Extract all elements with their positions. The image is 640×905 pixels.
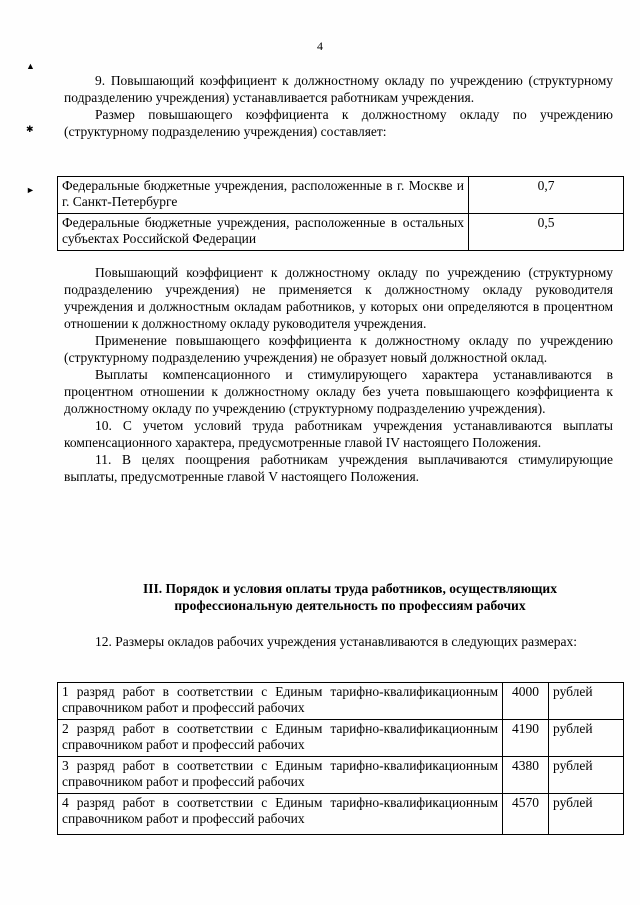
grade-amount: 4000: [503, 683, 549, 720]
body-paragraphs: [64, 264, 613, 485]
margin-mark: ✱: [26, 124, 34, 134]
paragraph: Выплаты компенсационного и стимулирующего характера устанавливаются в процентном отношении к должностному окладу без учета повышающего коэффициента к должностному окладу по учреждению (структурному подразделению учреждения).: [64, 367, 613, 416]
paragraph-9: [64, 72, 613, 140]
table-row: [58, 214, 624, 251]
grade-label: 1 разряд работ в соответствии с Единым тарифно-квалификационным справочником работ и профессий рабочих: [58, 683, 503, 720]
table-row: [58, 177, 624, 214]
salary-grade-table: [57, 682, 624, 835]
section-title: III. Порядок и условия оплаты труда работников, осуществляющих профессиональную деятельность по профессиям рабочих: [143, 581, 557, 613]
paragraph-11: 11. В целях поощрения работникам учреждения выплачиваются стимулирующие выплаты, предусмотренные главой V настоящего Положения.: [64, 452, 613, 484]
grade-unit: рублей: [549, 683, 624, 720]
paragraph: Применение повышающего коэффициента к должностному окладу по учреждению (структурному подразделению учреждения) не образует новый должностной оклад.: [64, 333, 613, 365]
margin-mark: ▲: [26, 61, 35, 71]
paragraph-10: 10. С учетом условий труда работникам учреждения устанавливаются выплаты компенсационного характера, предусмотренные главой IV настоящего Положения.: [64, 418, 613, 450]
grade-amount: 4190: [503, 720, 549, 757]
table-row: [58, 757, 624, 794]
grade-unit: рублей: [549, 794, 624, 835]
grade-unit: рублей: [549, 720, 624, 757]
paragraph: Повышающий коэффициент к должностному окладу по учреждению (структурному подразделению учреждения) не применяется к должностному окладу руководителя учреждения и должностным окладам работников, у которых они определяются в процентном отношении к должностному окладу руководителя учреждения.: [64, 265, 613, 331]
coefficient-label: Федеральные бюджетные учреждения, расположенные в остальных субъектах Российской Федерации: [58, 214, 469, 251]
coefficient-table: [57, 176, 624, 251]
coefficient-value: 0,7: [469, 177, 624, 214]
table-row: [58, 794, 624, 835]
grade-label: 3 разряд работ в соответствии с Единым тарифно-квалификационным справочником работ и профессий рабочих: [58, 757, 503, 794]
table-row: [58, 720, 624, 757]
paragraph-9-size-text: Размер повышающего коэффициента к должностному окладу по учреждению (структурному подразделению учреждения) составляет:: [64, 107, 613, 139]
page-number: 4: [317, 39, 323, 53]
coefficient-value: 0,5: [469, 214, 624, 251]
paragraph-12-text: 12. Размеры окладов рабочих учреждения устанавливаются в следующих размерах:: [95, 634, 577, 649]
grade-amount: 4570: [503, 794, 549, 835]
coefficient-label: Федеральные бюджетные учреждения, расположенные в г. Москве и г. Санкт-Петербурге: [58, 177, 469, 214]
margin-mark: ►: [26, 185, 35, 195]
grade-amount: 4380: [503, 757, 549, 794]
table-row: [58, 683, 624, 720]
grade-label: 2 разряд работ в соответствии с Единым тарифно-квалификационным справочником работ и профессий рабочих: [58, 720, 503, 757]
paragraph-12: [64, 633, 613, 650]
grade-unit: рублей: [549, 757, 624, 794]
paragraph-9-text: 9. Повышающий коэффициент к должностному окладу по учреждению (структурному подразделению учреждения) устанавливается работникам учреждения.: [64, 73, 613, 105]
grade-label: 4 разряд работ в соответствии с Единым тарифно-квалификационным справочником работ и профессий рабочих: [58, 794, 503, 835]
